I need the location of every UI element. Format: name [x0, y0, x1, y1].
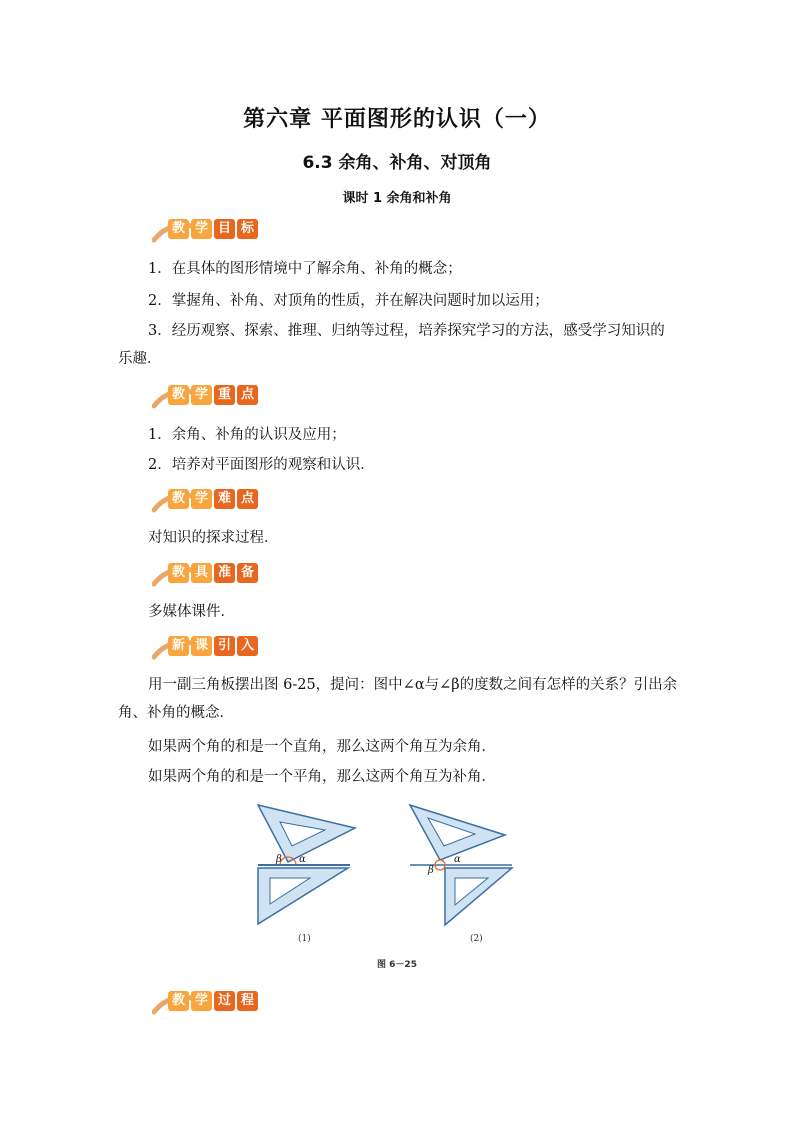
banner-char: 重: [214, 385, 235, 405]
key-point-item-2: 2．培养对平面图形的观察和认识．: [148, 457, 375, 473]
banner-char: 备: [237, 563, 258, 583]
introduction-para-3: 如果两个角的和是一个平角，那么这两个角互为补角．: [148, 769, 496, 785]
figure-1-label: (1): [298, 934, 311, 944]
banner-materials: [152, 560, 292, 588]
alpha-label-1: α: [299, 854, 306, 865]
banner-char: 过: [214, 991, 235, 1011]
banner-char: 教: [168, 991, 189, 1011]
banner-introduction: [152, 633, 292, 661]
introduction-para-2: 如果两个角的和是一个直角，那么这两个角互为余角．: [148, 739, 496, 755]
banner-process: [152, 988, 292, 1016]
objective-item-3: 3．经历观察、探索、推理、归纳等过程，培养探究学习的方法，感受学习知识的乐趣．: [118, 323, 665, 367]
banner-char: 目: [214, 219, 235, 239]
banner-char: 学: [191, 991, 212, 1011]
banner-char: 难: [214, 489, 235, 509]
banner-char: 新: [168, 636, 189, 656]
banner-char: 具: [191, 563, 212, 583]
set-square-diagram: [250, 800, 550, 950]
beta-label-1: β: [276, 854, 282, 865]
banner-key-points: [152, 382, 292, 410]
banner-char: 点: [237, 489, 258, 509]
banner-char: 学: [191, 219, 212, 239]
banner-objectives: [152, 216, 292, 244]
banner-char: 标: [237, 219, 258, 239]
section-title: 6.3 余角、补角、对顶角: [302, 153, 492, 173]
banner-difficulties: [152, 486, 292, 514]
lesson-title: 课时 1 余角和补角: [342, 191, 452, 206]
figure-caption: 图 6－25: [377, 960, 417, 970]
alpha-label-2: α: [454, 854, 461, 865]
objective-item-1: 1．在具体的图形情境中了解余角、补角的概念；: [148, 261, 462, 277]
banner-char: 学: [191, 489, 212, 509]
figure-6-25: [250, 800, 550, 954]
banner-char: 教: [168, 219, 189, 239]
banner-char: 入: [237, 636, 258, 656]
banner-char: 教: [168, 385, 189, 405]
figure-2-set-squares: [410, 805, 512, 925]
introduction-para-1: 用一副三角板摆出图 6-25，提问：图中∠α与∠β的度数之间有怎样的关系？引出余角、补角的概念．: [118, 677, 678, 721]
banner-char: 学: [191, 385, 212, 405]
figure-2-label: (2): [470, 934, 483, 944]
banner-char: 点: [237, 385, 258, 405]
banner-char: 教: [168, 563, 189, 583]
figure-1-set-squares: [258, 805, 355, 924]
banner-char: 程: [237, 991, 258, 1011]
difficulties-text: 对知识的探求过程．: [148, 530, 279, 546]
objective-item-2: 2．掌握角、补角、对顶角的性质，并在解决问题时加以运用；: [148, 293, 549, 309]
materials-text: 多媒体课件．: [148, 604, 235, 620]
banner-char: 引: [214, 636, 235, 656]
banner-char: 课: [191, 636, 212, 656]
chapter-title: 第六章 平面图形的认识（一）: [243, 107, 551, 132]
banner-char: 准: [214, 563, 235, 583]
beta-label-2: β: [428, 865, 434, 876]
key-point-item-1: 1．余角、补角的认识及应用；: [148, 427, 346, 443]
banner-char: 教: [168, 489, 189, 509]
